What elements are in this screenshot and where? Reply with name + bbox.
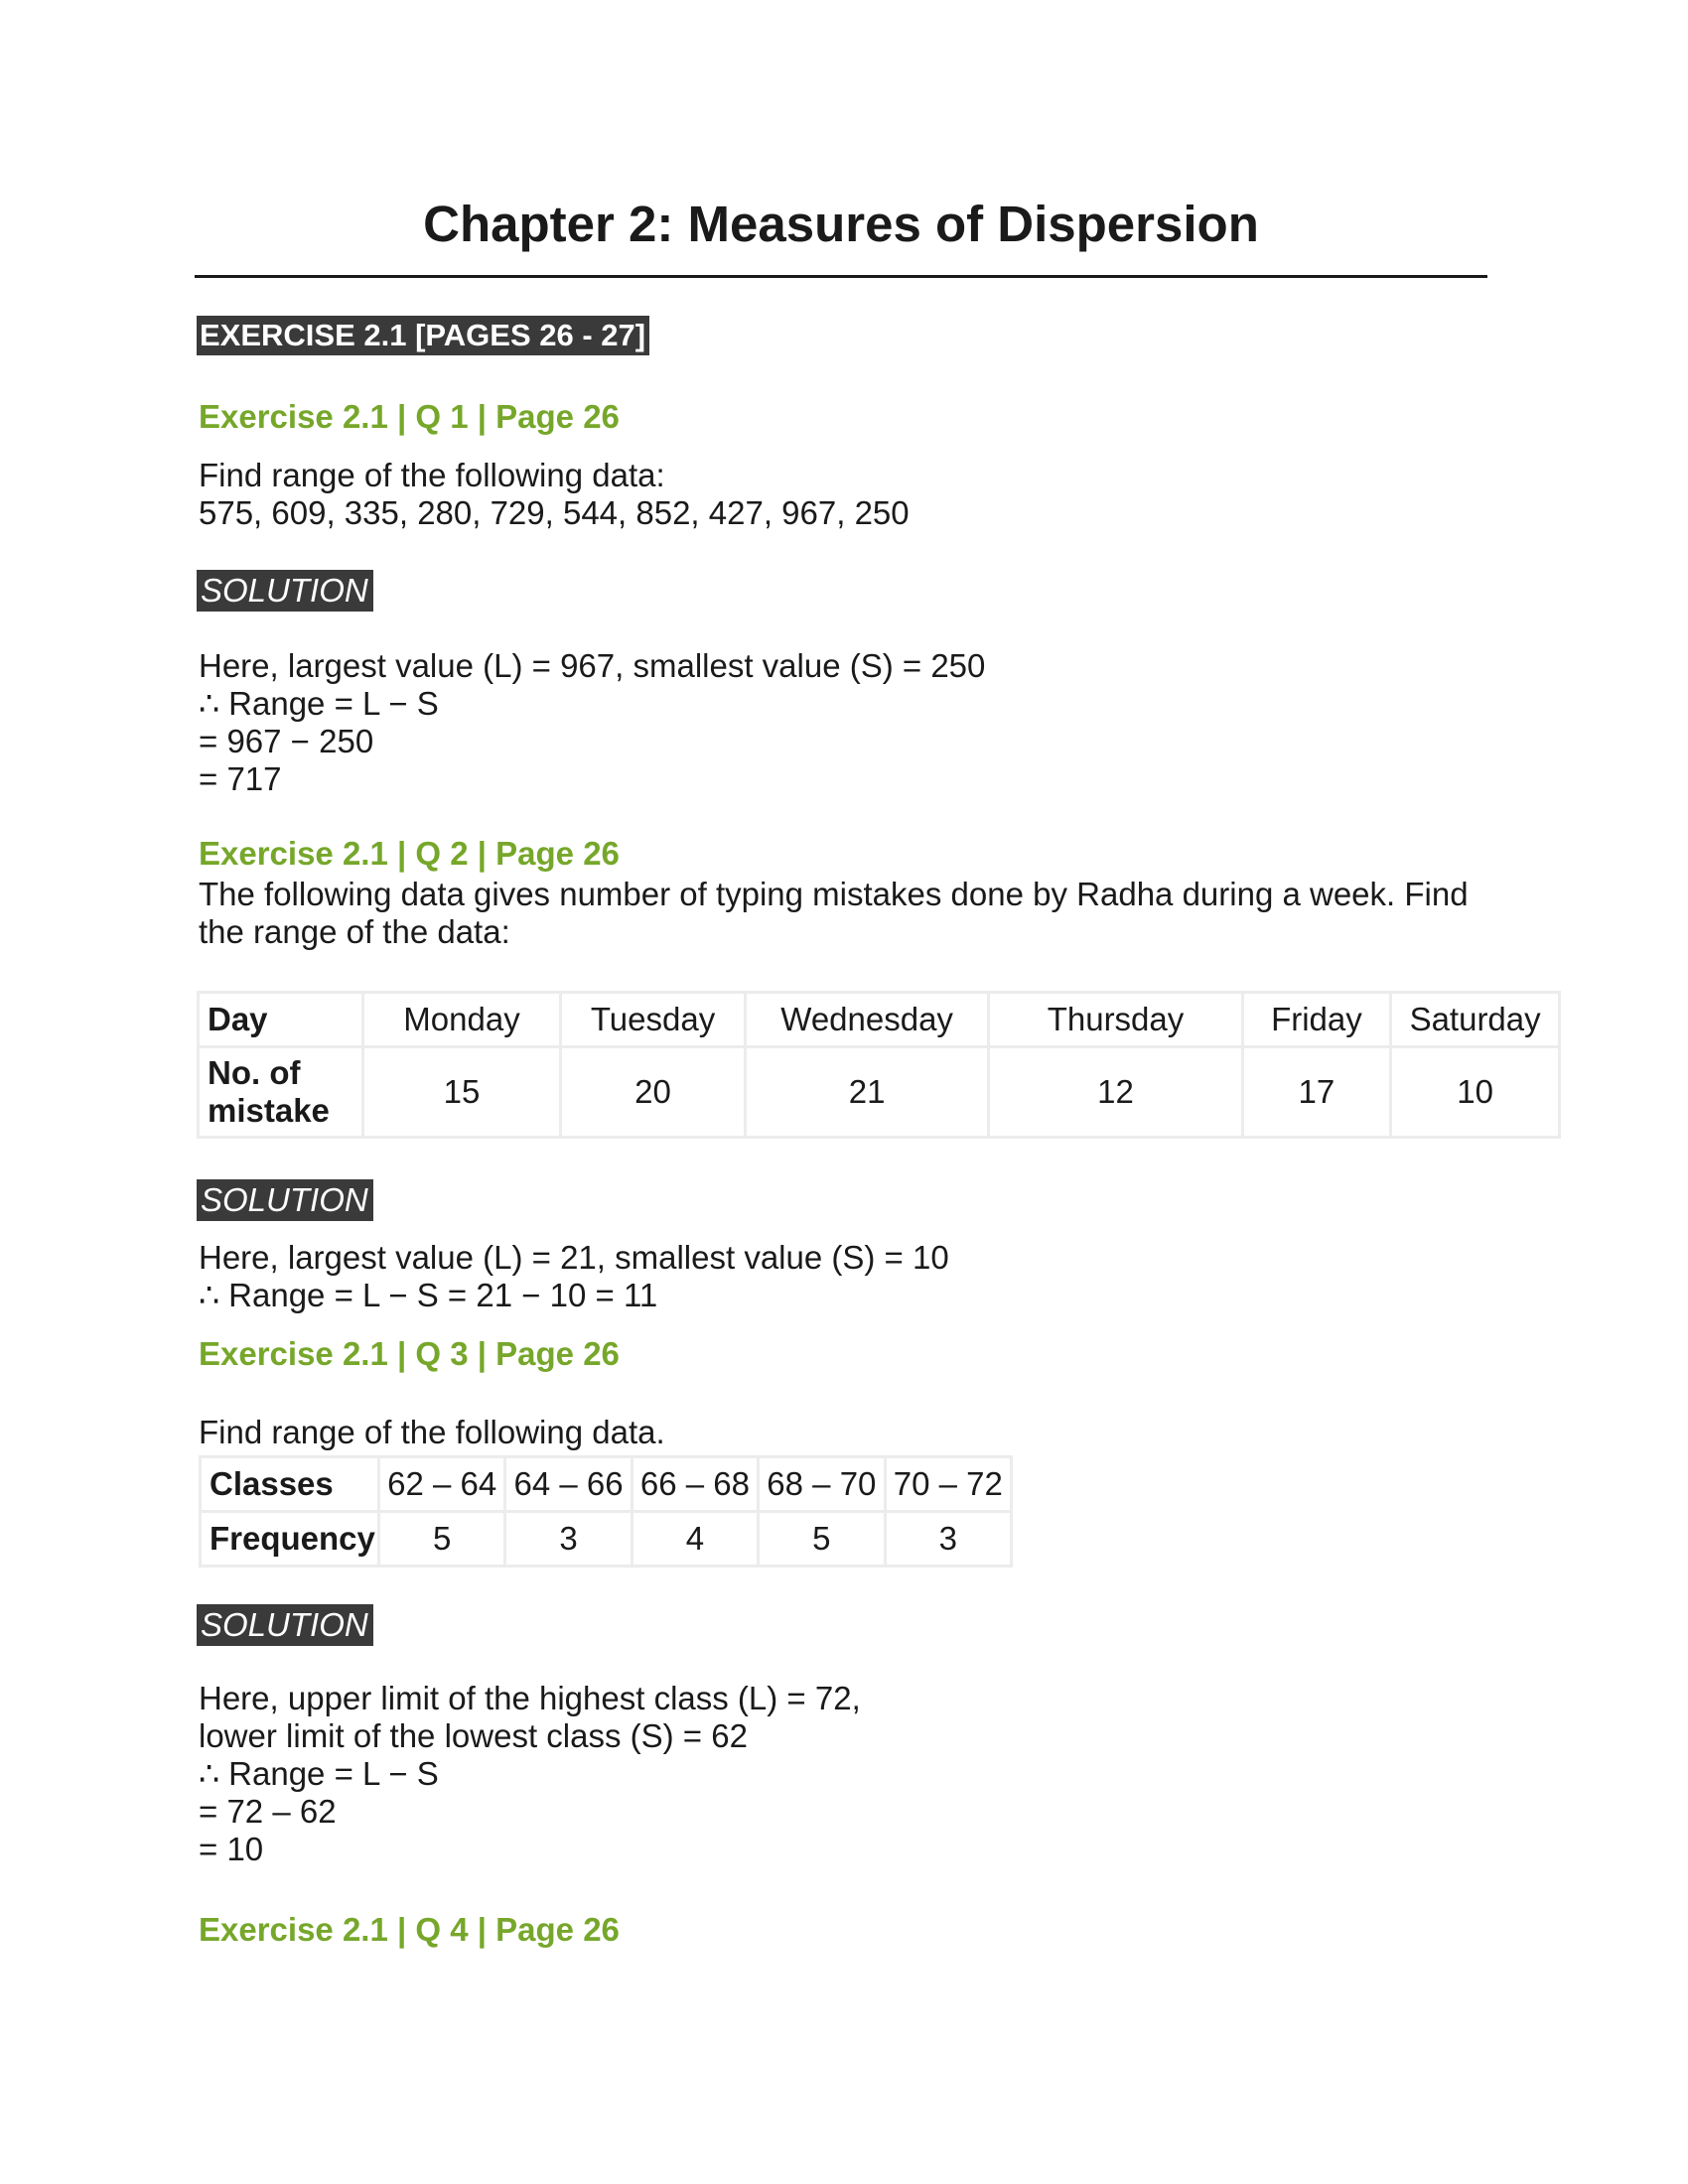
table-row xyxy=(201,1457,1012,1512)
q3-solution-line-4: = 72 – 62 xyxy=(199,1793,337,1830)
q3-solution-line-3: ∴ Range = L − S xyxy=(199,1755,439,1792)
chapter-title: Chapter 2: Measures of Dispersion xyxy=(423,196,1259,252)
title-divider xyxy=(195,275,1487,278)
day-cell: Wednesday xyxy=(745,993,989,1047)
frequency-cell: 4 xyxy=(632,1512,758,1567)
day-cell: Monday xyxy=(362,993,560,1047)
mistakes-header xyxy=(199,1047,363,1138)
day-cell: Thursday xyxy=(989,993,1242,1047)
q3-question: Find range of the following data. xyxy=(199,1414,665,1450)
class-frequency-table xyxy=(199,1455,1013,1568)
q2-question-line-1: The following data gives number of typing mistakes done by Radha during a week. Find xyxy=(199,876,1469,912)
q2-solution-badge: SOLUTION xyxy=(197,1179,373,1221)
class-cell: 66 – 68 xyxy=(632,1457,758,1512)
table-row xyxy=(199,993,1560,1047)
table-row xyxy=(201,1512,1012,1567)
q1-solution-badge: SOLUTION xyxy=(197,570,373,612)
frequency-cell: 5 xyxy=(378,1512,504,1567)
mistakes-cell: 20 xyxy=(561,1047,746,1138)
mistakes-cell: 10 xyxy=(1391,1047,1560,1138)
mistakes-header-line-1: No. of xyxy=(208,1054,301,1091)
frequency-cell: 3 xyxy=(885,1512,1011,1567)
mistakes-cell: 15 xyxy=(362,1047,560,1138)
exercise-banner: EXERCISE 2.1 [PAGES 26 - 27] xyxy=(197,316,649,355)
q4-heading: Exercise 2.1 | Q 4 | Page 26 xyxy=(199,1911,620,1948)
class-cell: 68 – 70 xyxy=(759,1457,885,1512)
q3-solution-line-5: = 10 xyxy=(199,1831,264,1867)
q1-solution-line-2: ∴ Range = L − S xyxy=(199,685,439,722)
mistakes-cell: 12 xyxy=(989,1047,1242,1138)
class-cell: 62 – 64 xyxy=(378,1457,504,1512)
q1-heading: Exercise 2.1 | Q 1 | Page 26 xyxy=(199,398,620,435)
frequency-cell: 3 xyxy=(505,1512,632,1567)
frequency-header: Frequency xyxy=(201,1512,379,1567)
q1-question-line-2: 575, 609, 335, 280, 729, 544, 852, 427, 967, 250 xyxy=(199,494,910,531)
day-cell: Friday xyxy=(1242,993,1391,1047)
q2-question-line-2: the range of the data: xyxy=(199,913,510,950)
q2-heading: Exercise 2.1 | Q 2 | Page 26 xyxy=(199,835,620,872)
day-cell: Tuesday xyxy=(561,993,746,1047)
mistakes-cell: 17 xyxy=(1242,1047,1391,1138)
frequency-cell: 5 xyxy=(759,1512,885,1567)
q1-solution-line-4: = 717 xyxy=(199,760,282,797)
q3-solution-badge: SOLUTION xyxy=(197,1604,373,1646)
classes-header: Classes xyxy=(201,1457,379,1512)
q2-solution-line-1: Here, largest value (L) = 21, smallest value (S) = 10 xyxy=(199,1239,949,1276)
table-row xyxy=(199,1047,1560,1138)
mistakes-header-line-2: mistake xyxy=(208,1092,330,1129)
mistakes-cell: 21 xyxy=(745,1047,989,1138)
class-cell: 70 – 72 xyxy=(885,1457,1011,1512)
day-header: Day xyxy=(199,993,363,1047)
day-cell: Saturday xyxy=(1391,993,1560,1047)
q1-solution-line-1: Here, largest value (L) = 967, smallest value (S) = 250 xyxy=(199,647,986,684)
q3-solution-line-2: lower limit of the lowest class (S) = 62 xyxy=(199,1717,748,1754)
q1-solution-line-3: = 967 − 250 xyxy=(199,723,374,759)
typing-mistakes-table xyxy=(197,991,1561,1139)
class-cell: 64 – 66 xyxy=(505,1457,632,1512)
q2-solution-line-2: ∴ Range = L − S = 21 − 10 = 11 xyxy=(199,1277,658,1313)
q1-question-line-1: Find range of the following data: xyxy=(199,457,665,493)
q3-heading: Exercise 2.1 | Q 3 | Page 26 xyxy=(199,1335,620,1372)
q3-solution-line-1: Here, upper limit of the highest class (L) = 72, xyxy=(199,1680,861,1716)
